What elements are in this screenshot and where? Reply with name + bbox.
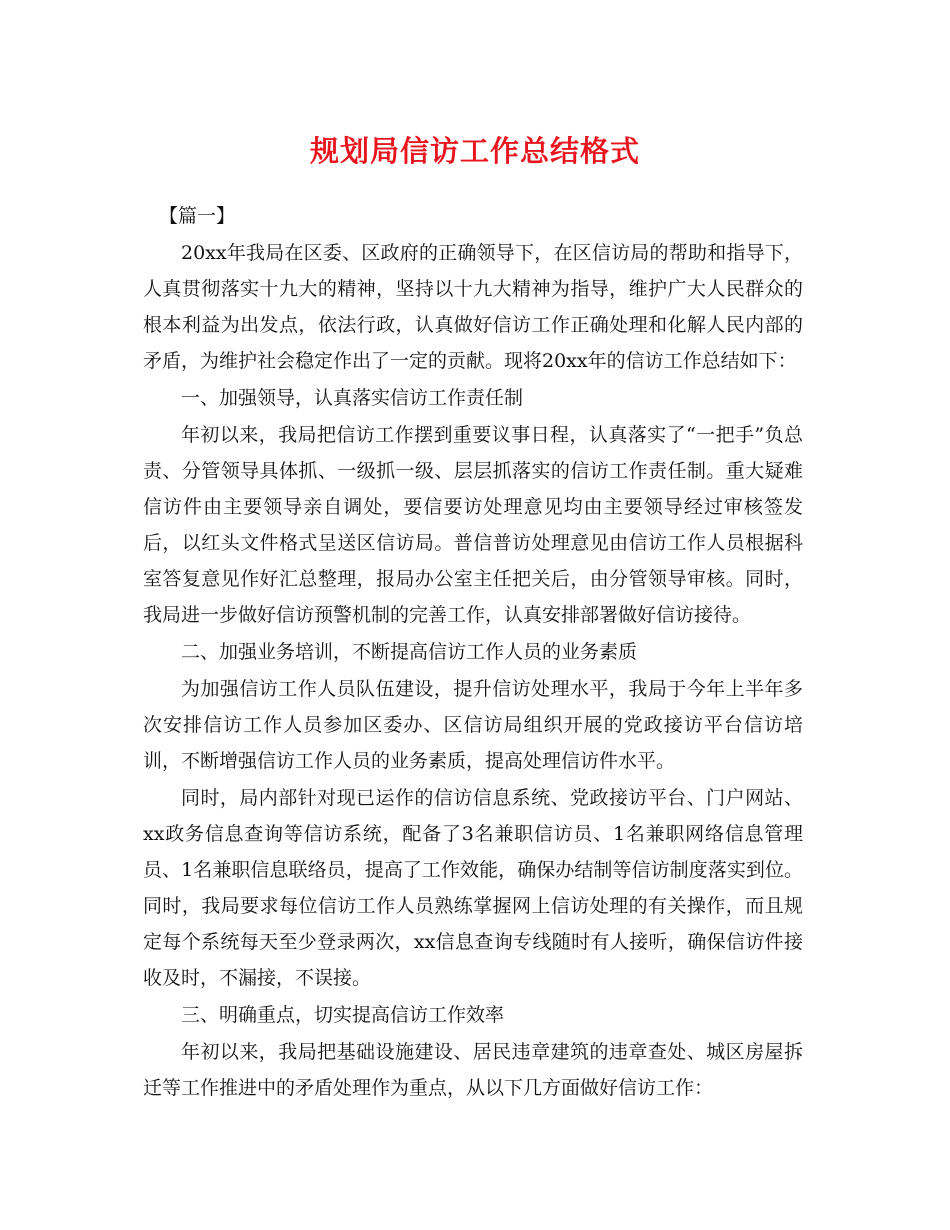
- heading-section-2: 二、加强业务培训，不断提高信访工作人员的业务素质: [181, 641, 638, 663]
- paragraph-section-3: 年初以来，我局把基础设施建设、居民违章建筑的违章查处、城区房屋拆迁等工作推进中的矛盾处理作为重点，从以下几方面做好信访工作：: [143, 1041, 803, 1099]
- paragraph-section-2a: 为加强信访工作人员队伍建设，提升信访处理水平，我局于今年上半年多次安排信访工作人员参加区委办、区信访局组织开展的党政接访平台信访培训，不断增强信访工作人员的业务素质，提高处理信访件水平。: [143, 678, 803, 772]
- paragraph-intro: 20xx年我局在区委、区政府的正确领导下，在区信访局的帮助和指导下，人真贯彻落实十九大的精神，坚持以十九大精神为指导，维护广大人民群众的根本利益为出发点，依法行政，认真做好信访工作正确处理和化解人民内部的矛盾，为维护社会稳定作出了一定的贡献。现将20xx年的信访工作总结如下：: [143, 242, 803, 372]
- paragraph-section-2b: 同时，局内部针对现已运作的信访信息系统、党政接访平台、门户网站、xx政务信息查询等信访系统，配备了3名兼职信访员、1名兼职网络信息管理员、1名兼职信息联络员，提高了工作效能，确保办结制等信访制度落实到位。同时，我局要求每位信访工作人员熟练掌握网上信访处理的有关操作，而且规定每个系统每天至少登录两次，xx信息查询专线随时有人接听，确保信访件接收及时，不漏接，不误接。: [143, 787, 803, 989]
- heading-section-1: 一、加强领导，认真落实信访工作责任制: [181, 387, 524, 409]
- paragraph-section-1: 年初以来，我局把信访工作摆到重要议事日程，认真落实了“一把手”负总责、分管领导具体抓、一级抓一级、层层抓落实的信访工作责任制。重大疑难信访件由主要领导亲自调处，要信要访处理意见均由主要领导经过审核签发后，以红头文件格式呈送区信访局。普信普访处理意见由信访工作人员根据科室答复意见作好汇总整理，报局办公室主任把关后，由分管领导审核。同时，我局进一步做好信访预警机制的完善工作，认真安排部署做好信访接待。: [143, 424, 803, 626]
- section-label: 【篇一】: [159, 205, 236, 227]
- document-title: 规划局信访工作总结格式: [309, 134, 640, 168]
- heading-section-3: 三、明确重点，切实提高信访工作效率: [181, 1004, 505, 1026]
- document-body: [143, 198, 803, 1107]
